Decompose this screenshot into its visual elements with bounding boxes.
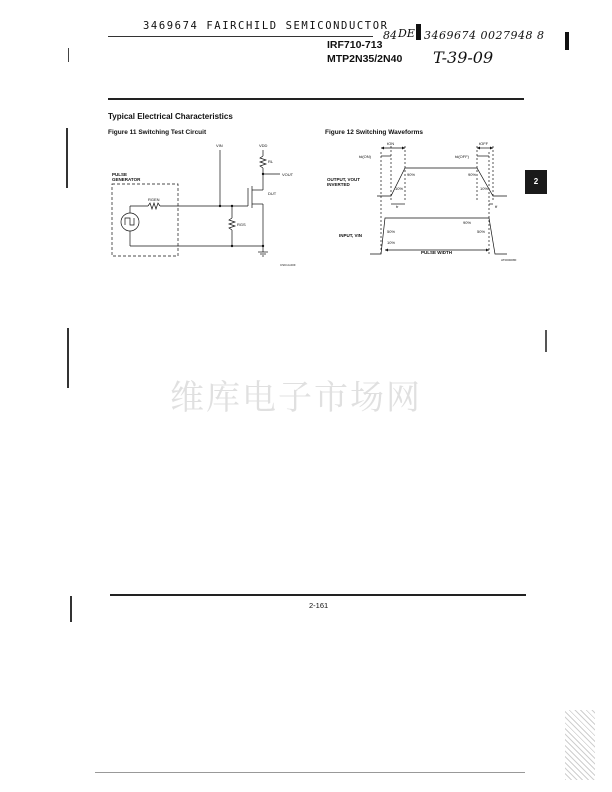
vin-label: VIN (216, 143, 223, 148)
rgs-label: RGS (237, 222, 246, 227)
input-label: INPUT, VIN (339, 233, 363, 238)
inverted-label: INVERTED (327, 182, 350, 187)
switching-test-circuit-diagram (108, 138, 308, 273)
in-10: 10% (387, 240, 396, 245)
scan-mark (67, 328, 69, 388)
handwritten-code-84: 84 (383, 29, 397, 42)
section-title: Typical Electrical Characteristics (108, 112, 233, 121)
edge-section-tab: 2 (525, 170, 547, 194)
header-stamp: 3469674 FAIRCHILD SEMICONDUCTOR (143, 20, 389, 32)
rl-label: RL (268, 159, 274, 164)
tf-label: tf (495, 204, 498, 209)
black-bar-mark-right (565, 32, 569, 50)
in-50-left: 50% (387, 229, 396, 234)
pulse-width-label: PULSE WIDTH (421, 250, 452, 255)
figure11-caption: Figure 11 Switching Test Circuit (108, 129, 207, 136)
out-10-right: 10% (480, 186, 489, 191)
out-10-left: 10% (395, 186, 404, 191)
output-label: OUTPUT, VOUT (327, 177, 361, 182)
scan-noise-corner (565, 710, 595, 780)
dut-label: DUT (268, 191, 277, 196)
rgen-label: RGEN (148, 197, 160, 202)
vdd-label: VDD (259, 143, 268, 148)
in-90: 90% (463, 220, 472, 225)
part-number-2: MTP2N35/2N40 (327, 53, 403, 65)
toff-label: tOFF (479, 141, 489, 146)
handwritten-code-numbers: 3469674 0027948 8 (424, 29, 545, 42)
out-90-right: 90% (468, 172, 477, 177)
switching-waveforms-diagram (325, 138, 525, 263)
tr-label: tr (396, 204, 399, 209)
watermark: 维库电子市场网 (170, 378, 422, 418)
scan-mark (70, 596, 72, 622)
figure11-code: CSK14-00F (280, 263, 296, 267)
handwritten-code-de: DE (398, 27, 415, 40)
pulse-label: PULSE (112, 172, 128, 177)
scan-mark (68, 48, 69, 62)
handwritten-t-code: T-39-09 (433, 48, 494, 67)
header-rule (108, 36, 373, 37)
tdoff-label: td(OFF) (455, 154, 469, 159)
figure12-code: AT000008F (501, 258, 517, 262)
section-rule (108, 98, 524, 100)
scan-noise-line (95, 772, 525, 773)
scan-mark (545, 330, 547, 352)
generator-label: GENERATOR (112, 177, 141, 182)
black-bar-mark (416, 24, 421, 40)
page-number: 2-161 (309, 601, 329, 610)
figure12-caption: Figure 12 Switching Waveforms (325, 129, 424, 136)
part-number-1: IRF710-713 (327, 39, 383, 51)
in-50-right: 50% (477, 229, 486, 234)
footer-rule (110, 594, 526, 596)
scan-mark (66, 128, 68, 188)
ton-label: tON (387, 141, 395, 146)
out-90-left: 90% (407, 172, 416, 177)
vout-label: VOUT (282, 172, 294, 177)
tdon-label: td(ON) (359, 154, 371, 159)
